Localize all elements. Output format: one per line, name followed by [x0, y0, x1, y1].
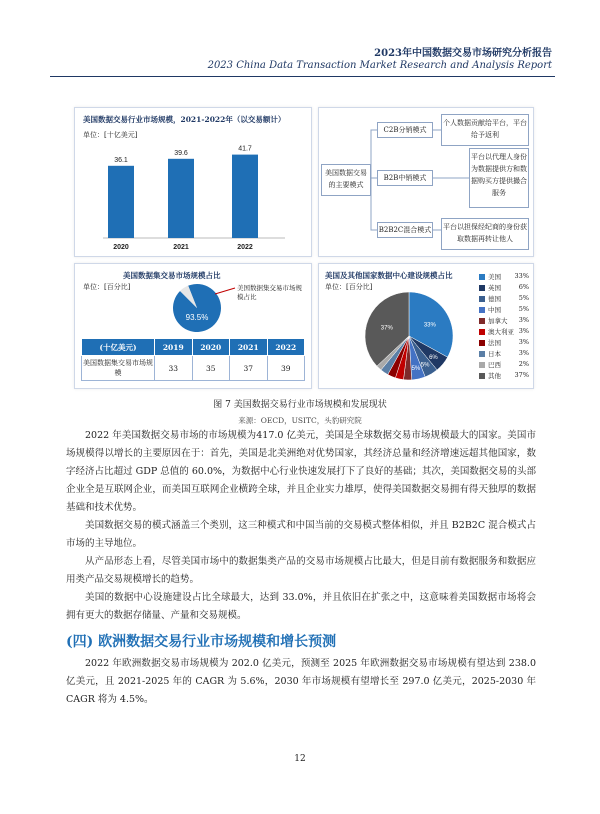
bar	[232, 155, 258, 238]
market-size-table	[81, 338, 305, 381]
bar-chart-title: 美国数据交易行业市场规模，2021-2022年（以交易额计）	[83, 115, 286, 124]
legend-value: 2%	[518, 360, 529, 368]
legend-item	[479, 272, 529, 282]
legend-swatch	[479, 307, 485, 313]
model-center-node: 美国数据交易的主要模式	[321, 164, 371, 196]
pie-slice-label: 5%	[420, 362, 430, 369]
report-title-en: 2023 China Data Transaction Market Research and Analysis Report	[207, 60, 552, 71]
legend-label: 加拿大	[488, 317, 508, 325]
pie-slice-label: 33%	[423, 322, 436, 329]
table-cell: 33	[155, 356, 193, 381]
legend-value: 3%	[518, 349, 529, 357]
table-header-cell: (十亿美元)	[82, 339, 155, 356]
donut-unit: 单位：[百分比]	[83, 283, 131, 291]
donut-title: 美国数据集交易市场规模占比	[123, 271, 221, 280]
legend-value: 6%	[518, 283, 529, 291]
legend-label: 巴西	[488, 361, 501, 369]
table-header-cell: 2021	[230, 339, 268, 356]
donut-center-label: 93.5%	[185, 313, 209, 322]
pie-unit: 单位：[百分比]	[325, 283, 373, 291]
bar-category-label: 2020	[113, 244, 129, 251]
bar-value-label: 41.7	[238, 145, 252, 153]
bar-category-label: 2022	[237, 244, 253, 251]
legend-item	[479, 371, 529, 381]
bar-value-label: 36.1	[114, 156, 128, 164]
table-cell: 35	[192, 356, 230, 381]
body-text-europe	[66, 655, 536, 709]
legend-item	[479, 305, 529, 315]
pie-slice-label: 6%	[429, 355, 438, 362]
bar	[168, 159, 194, 238]
bar	[108, 166, 134, 238]
legend-value: 37%	[514, 371, 529, 379]
legend-label: 中国	[488, 306, 501, 314]
legend-value: 33%	[514, 272, 529, 280]
section-heading: (四) 欧洲数据交易行业市场规模和增长预测	[66, 634, 337, 650]
legend-label: 美国	[488, 273, 501, 281]
table-cell: 37	[230, 356, 268, 381]
model-b2b2c-desc: 平台以担保经纪商的身份获取数据再转让他人	[441, 218, 529, 250]
bar-category-label: 2021	[173, 244, 189, 251]
pie-slice-label: 37%	[380, 325, 393, 332]
pie-panel	[318, 263, 534, 389]
paragraph: 从产品形态上看，尽管美国市场中的数据集类产品的交易市场规模占比最大，但是目前有数据服务和数据应用类产品交易规模增长的趋势。	[66, 556, 536, 585]
legend-value: 5%	[518, 305, 529, 313]
legend-swatch	[479, 296, 485, 302]
legend-label: 澳大利亚	[488, 328, 514, 336]
report-title-cn: 2023年中国数据交易市场研究分析报告	[374, 48, 552, 59]
bar-chart-panel	[74, 107, 312, 257]
legend-swatch	[479, 340, 485, 346]
model-c2b-node: C2B分销模式	[377, 122, 433, 138]
legend-item	[479, 360, 529, 370]
table-cell: 39	[267, 356, 305, 381]
paragraph: 2022 年美国数据交易市场的市场规模为417.0 亿美元，美国是全球数据交易市场规模最大的国家。美国市场规模得以增长的主要原因在于：首先，美国是北美洲绝对优势国家，其经济总量和经济增速远超其他国家，数字经济占比超过 GDP 总值的 60.0%，为数据中心行业快速发展打下了良好的基础；其次，美国数据交易的头部企业全是互联网企业，而美国互联网企业横跨全球，并且企业实力雄厚，使得美国数据交易拥有得天独厚的数据基础和技术优势。	[66, 430, 536, 513]
bar-chart-unit: 单位：[十亿美元]	[83, 131, 138, 139]
pie-title: 美国及其他国家数据中心建设规模占比	[325, 271, 453, 280]
legend-item	[479, 294, 529, 304]
legend-item	[479, 338, 529, 348]
legend-label: 德国	[488, 295, 501, 303]
legend-swatch	[479, 351, 485, 357]
legend-item	[479, 327, 529, 337]
donut-panel	[74, 263, 312, 389]
legend-swatch	[479, 329, 485, 335]
paragraph: 美国的数据中心设施建设占比全球最大，达到 33.0%，并且依旧在扩张之中，这意味着美国数据市场将会拥有更大的数据存储量、产量和交易规模。	[66, 592, 536, 621]
table-header-cell: 2020	[192, 339, 230, 356]
legend-value: 3%	[518, 327, 529, 335]
header-rule	[50, 76, 555, 77]
table-row	[82, 356, 305, 381]
model-b2b-node: B2B中销模式	[377, 170, 433, 186]
figure-7	[74, 107, 534, 391]
figure-source: 来源：OECD，USITC，头豹研究院	[238, 416, 362, 425]
table-header-cell: 2022	[267, 339, 305, 356]
model-c2b-desc: 个人数据贡献给平台，平台给予返利	[441, 114, 529, 146]
table-row-label: 美国数据集交易市场规模	[82, 356, 155, 381]
model-b2b2c-node: B2B2C混合模式	[377, 222, 433, 238]
legend-value: 3%	[518, 316, 529, 324]
paragraph: 美国数据交易的模式涵盖三个类别，这三种模式和中国当前的交易模式整体相似，并且 B2B2C 混合模式占市场的主导地位。	[66, 520, 536, 549]
figure-caption: 图 7 美国数据交易行业市场规模和发展现状	[213, 400, 387, 410]
legend-label: 英国	[488, 284, 501, 292]
donut-leader-line	[215, 288, 235, 294]
legend-value: 5%	[518, 294, 529, 302]
legend-label: 法国	[488, 339, 501, 347]
body-text	[66, 427, 536, 625]
page-number: 12	[294, 754, 306, 764]
model-diagram-panel	[318, 107, 534, 257]
legend-swatch	[479, 362, 485, 368]
legend-swatch	[479, 373, 485, 379]
legend-value: 3%	[518, 338, 529, 346]
legend-swatch	[479, 285, 485, 291]
paragraph: 2022 年欧洲数据交易市场规模为 202.0 亿美元，预测至 2025 年欧洲数据交易市场规模有望达到 238.0 亿美元，且 2021-2025 年的 CAGR 为 5.6%，2030 年市场规模有望增长至 297.0 亿美元，2025-2030 年 CAGR 将为 4.5%。	[66, 658, 536, 705]
legend-swatch	[479, 274, 485, 280]
legend-item	[479, 349, 529, 359]
legend-item	[479, 316, 529, 326]
donut-annotation: 美国数据集交易市场规模占比	[237, 284, 302, 301]
table-header-row	[82, 339, 305, 356]
table-header-cell: 2019	[155, 339, 193, 356]
bar-value-label: 39.6	[174, 149, 188, 157]
legend-item	[479, 283, 529, 293]
legend-swatch	[479, 318, 485, 324]
pie-slice-label: 5%	[411, 365, 421, 372]
legend-label: 其他	[488, 372, 501, 380]
model-b2b-desc: 平台以代理人身份为数据提供方和数据购买方提供撮合服务	[469, 148, 529, 208]
pie-legend	[479, 272, 529, 386]
legend-label: 日本	[488, 350, 501, 358]
bar-chart	[75, 108, 311, 256]
